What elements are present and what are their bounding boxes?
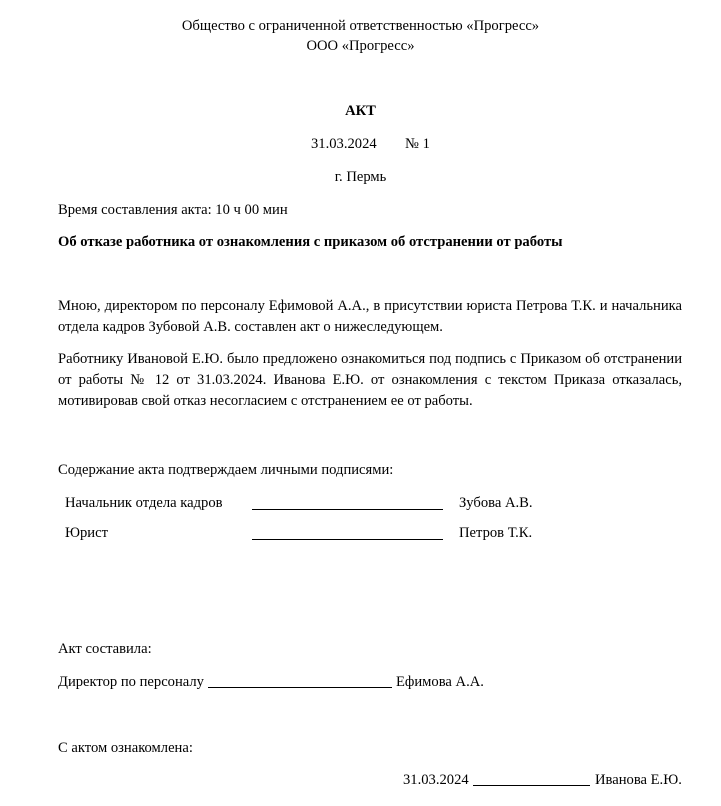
confirmation-label: Содержание акта подтверждаем личными подписями:	[58, 462, 394, 478]
signatory-position: Начальник отдела кадров	[65, 495, 223, 511]
signature-line	[208, 687, 392, 688]
body-paragraph-2: Работнику Ивановой Е.Ю. было предложено ознакомиться под подпись с Приказом об отстранении от работы № 12 от 31.03.2024. Иванова Е.Ю. от ознакомления с текстом Приказа отказалась, мотивировав свой отказ несогласием с отстранением ее от работы.	[58, 351, 682, 409]
acknowledgement-label: С актом ознакомлена:	[58, 740, 193, 756]
body-paragraph-1: Мною, директором по персоналу Ефимовой А.А., в присутствии юриста Петрова Т.К. и начальника отдела кадров Зубовой А.В. составлен акт о нижеследующем.	[58, 298, 682, 335]
compiler-label: Акт составила:	[58, 641, 152, 657]
acknowledgement-date: 31.03.2024	[403, 772, 469, 788]
compiler-position: Директор по персоналу	[58, 674, 204, 690]
act-title: АКТ	[345, 103, 376, 119]
acknowledgement-name: Иванова Е.Ю.	[595, 772, 682, 788]
signature-line	[252, 509, 443, 510]
act-date: 31.03.2024	[311, 136, 377, 152]
act-number: № 1	[405, 136, 430, 152]
act-city: г. Пермь	[334, 169, 387, 185]
act-subject: Об отказе работника от ознакомления с приказом об отстранении от работы	[58, 234, 563, 250]
signature-line	[473, 785, 590, 786]
compiler-name: Ефимова А.А.	[396, 674, 484, 690]
organization-short-name: ООО «Прогресс»	[306, 38, 415, 54]
signature-line	[252, 539, 443, 540]
organization-full-name: Общество с ограниченной ответственностью «Прогресс»	[181, 18, 540, 34]
signatory-name: Зубова А.В.	[459, 495, 533, 511]
signatory-position: Юрист	[65, 525, 108, 541]
signatory-name: Петров Т.К.	[459, 525, 533, 541]
act-time: Время составления акта: 10 ч 00 мин	[58, 202, 288, 218]
